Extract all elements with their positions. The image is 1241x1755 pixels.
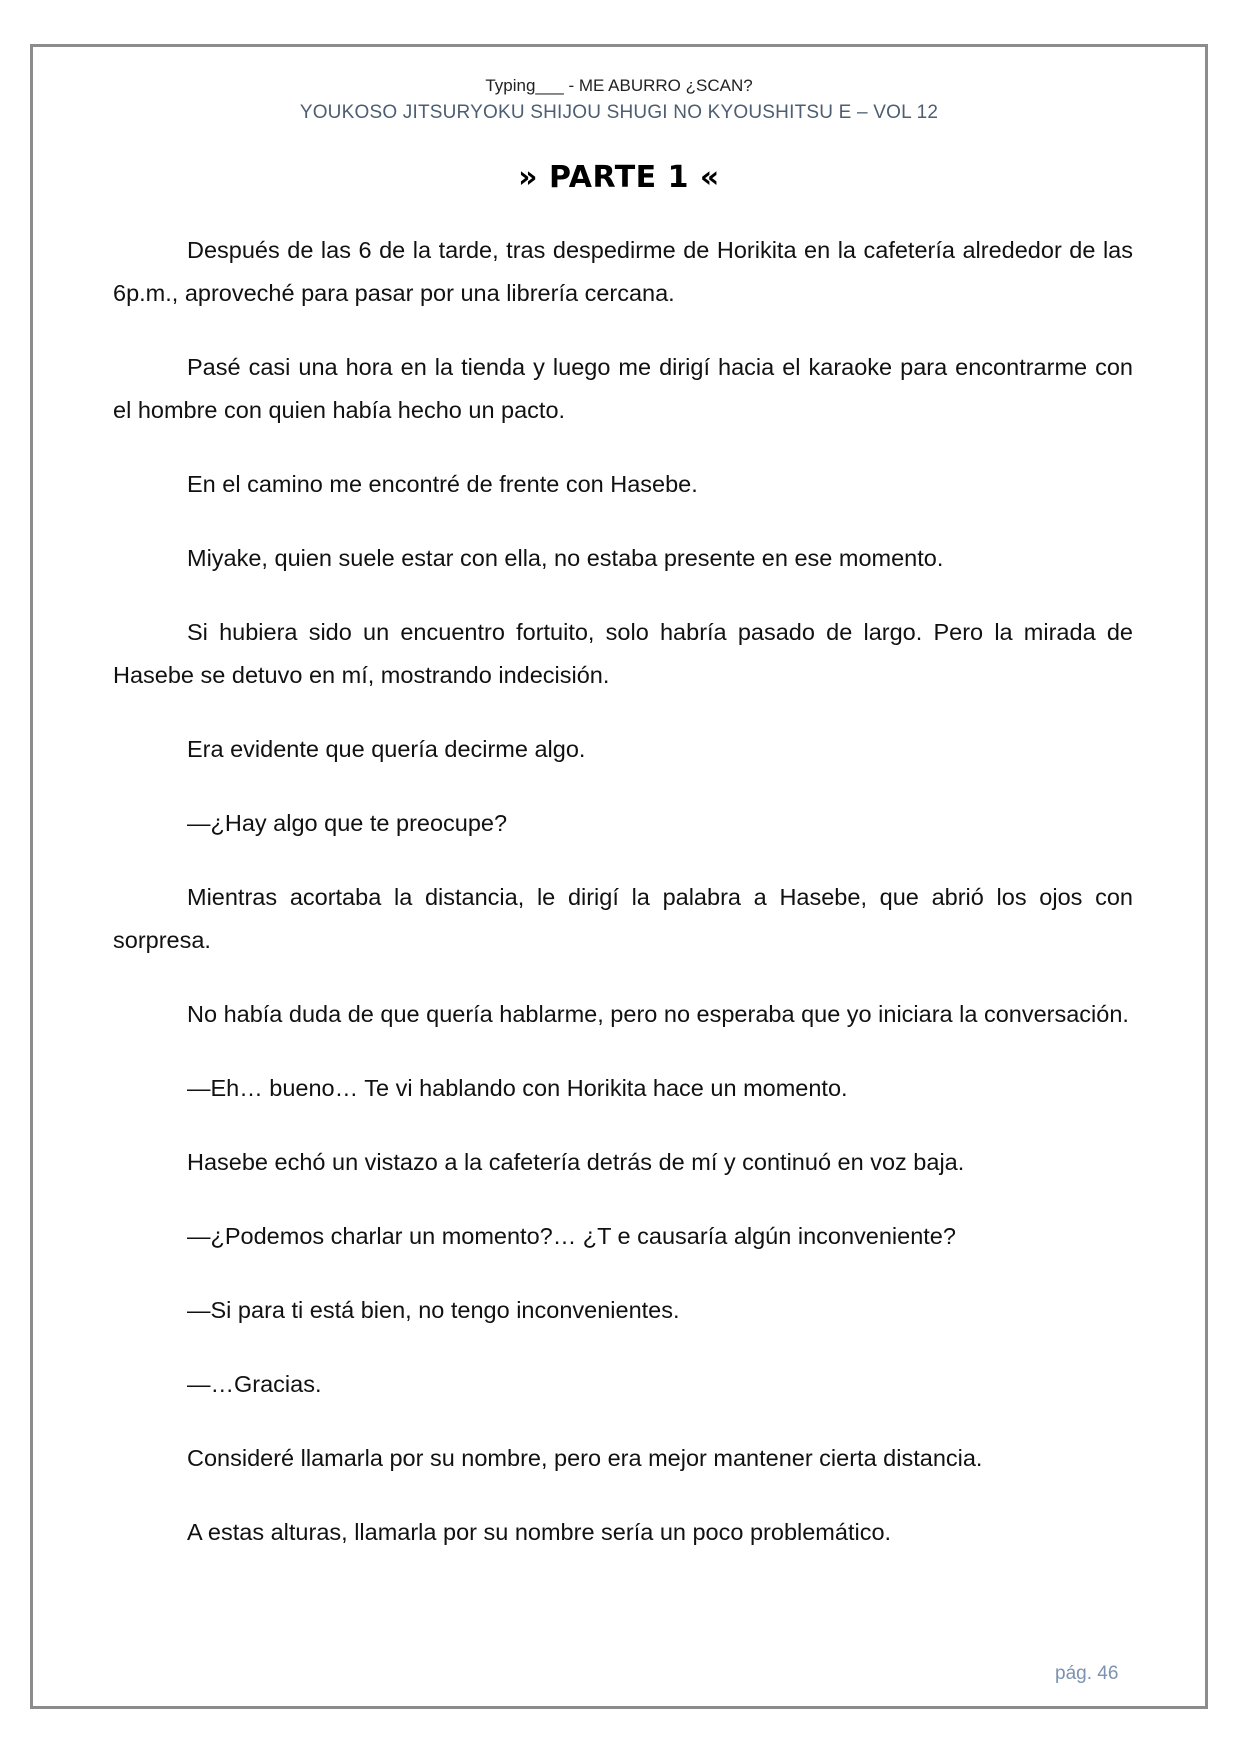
header-scanlation-credit: Typing___ - ME ABURRO ¿SCAN? bbox=[485, 76, 753, 95]
paragraph: Pasé casi una hora en la tienda y luego me dirigí hacia el karaoke para encontrarme con el hombre con quien había hecho un pacto. bbox=[113, 354, 1133, 423]
paragraph: Mientras acortaba la distancia, le dirigí la palabra a Hasebe, que abrió los ojos con sorpresa. bbox=[113, 884, 1133, 953]
page-number: pág. 46 bbox=[1055, 1663, 1119, 1684]
paragraph: Miyake, quien suele estar con ella, no estaba presente en ese momento. bbox=[187, 545, 944, 571]
paragraph: Después de las 6 de la tarde, tras despedirme de Horikita en la cafetería alrededor de las 6p.m., aproveché para pasar por una librería cercana. bbox=[113, 237, 1133, 306]
paragraph: Consideré llamarla por su nombre, pero era mejor mantener cierta distancia. bbox=[187, 1445, 983, 1471]
paragraph: Si hubiera sido un encuentro fortuito, solo habría pasado de largo. Pero la mirada de Hasebe se detuvo en mí, mostrando indecisión. bbox=[113, 619, 1133, 688]
paragraph: Era evidente que quería decirme algo. bbox=[187, 736, 586, 762]
section-heading: » PARTE 1 « bbox=[518, 160, 720, 195]
paragraph: No había duda de que quería hablarme, pero no esperaba que yo iniciara la conversación. bbox=[187, 1001, 1129, 1027]
paragraph: —…Gracias. bbox=[187, 1371, 322, 1397]
paragraph: —Eh… bueno… Te vi hablando con Horikita hace un momento. bbox=[187, 1075, 848, 1101]
paragraph: En el camino me encontré de frente con Hasebe. bbox=[187, 471, 698, 497]
paragraph: A estas alturas, llamarla por su nombre sería un poco problemático. bbox=[187, 1519, 892, 1545]
body-text bbox=[113, 229, 1133, 1585]
paragraph: —¿Hay algo que te preocupe? bbox=[187, 810, 508, 836]
header-book-title: YOUKOSO JITSURYOKU SHIJOU SHUGI NO KYOUSHITSU E – VOL 12 bbox=[299, 102, 939, 123]
paragraph: —¿Podemos charlar un momento?… ¿T e causaría algún inconveniente? bbox=[187, 1223, 956, 1249]
paragraph: Hasebe echó un vistazo a la cafetería detrás de mí y continuó en voz baja. bbox=[187, 1149, 965, 1175]
paragraph: —Si para ti está bien, no tengo inconvenientes. bbox=[187, 1297, 680, 1323]
